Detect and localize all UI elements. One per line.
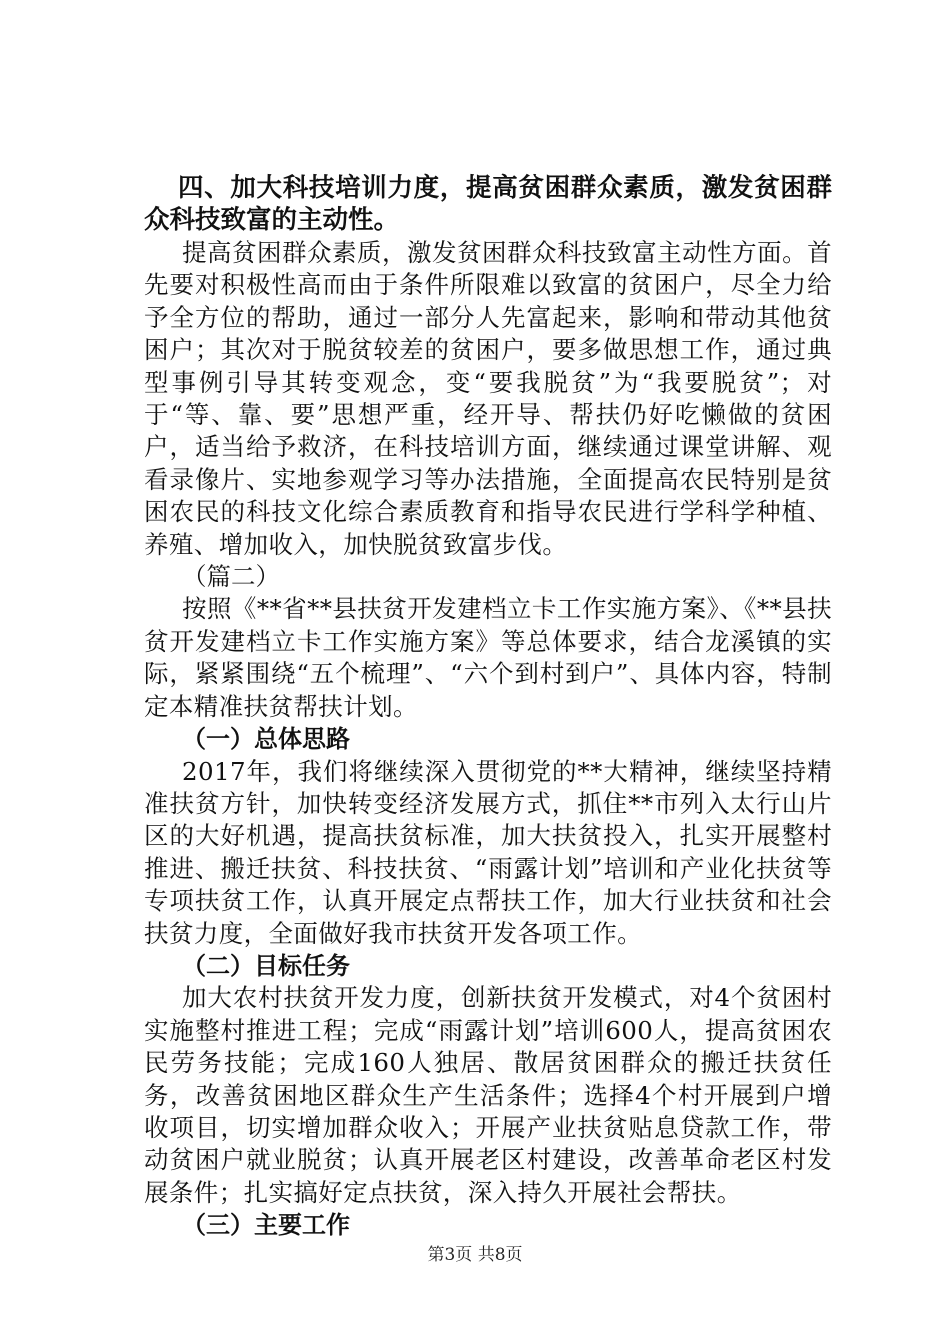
document-body: [144, 172, 832, 1242]
part-2-label: （篇二）: [182, 562, 280, 592]
section-4-heading: 四、加大科技培训力度，提高贫困群众素质，激发贫困群众科技致富的主动性。: [144, 173, 832, 235]
subsection-2-heading: （二）目标任务: [182, 951, 350, 980]
subsection-1-paragraph: 2017年，我们将继续深入贯彻党的**大精神，继续坚持精准扶贫方针，加快转变经济发展方式，抓住**市列入太行山片区的大好机遇，提高扶贫标准，加大扶贫投入，扎实开展整村推进、搬迁扶贫、科技扶贫、“雨露计划”培训和产业化扶贫等专项扶贫工作，认真开展定点帮扶工作，加大行业扶贫和社会扶贫力度，全面做好我市扶贫开发各项工作。: [144, 756, 832, 948]
subsection-3-heading: （三）主要工作: [182, 1211, 350, 1240]
subsection-1-heading: （一）总体思路: [182, 725, 350, 754]
subsection-2-paragraph: 加大农村扶贫开发力度，创新扶贫开发模式，对4个贫困村实施整村推进工程；完成“雨露计划”培训600人，提高贫困农民劳务技能；完成160人独居、散居贫困群众的搬迁扶贫任务，改善贫困地区群众生产生活条件；选择4个村开展到户增收项目，切实增加群众收入；开展产业扶贫贴息贷款工作，带动贫困户就业脱贫；认真开展老区村建设，改善革命老区村发展条件；扎实搞好定点扶贫，深入持久开展社会帮扶。: [144, 983, 832, 1207]
page-number-footer: 第3页 共8页: [427, 1245, 523, 1265]
part-2-intro-paragraph: 按照《**省**县扶贫开发建档立卡工作实施方案》、《**县扶贫开发建档立卡工作实施方案》等总体要求，结合龙溪镇的实际，紧紧围绕“五个梳理”、“六个到村到户”、具体内容，特制定本精准扶贫帮扶计划。: [144, 594, 832, 721]
section-4-paragraph: 提高贫困群众素质，激发贫困群众科技致富主动性方面。首先要对积极性高而由于条件所限难以致富的贫困户，尽全力给予全方位的帮助，通过一部分人先富起来，影响和带动其他贫困户；其次对于脱贫较差的贫困户，要多做思想工作，通过典型事例引导其转变观念，变“要我脱贫”为“我要脱贫”；对于“等、靠、要”思想严重，经开导、帮扶仍好吃懒做的贫困户，适当给予救济，在科技培训方面，继续通过课堂讲解、观看录像片、实地参观学习等办法措施，全面提高农民特别是贫困农民的科技文化综合素质教育和指导农民进行学科学种植、养殖、增加收入，加快脱贫致富步伐。: [144, 238, 832, 559]
